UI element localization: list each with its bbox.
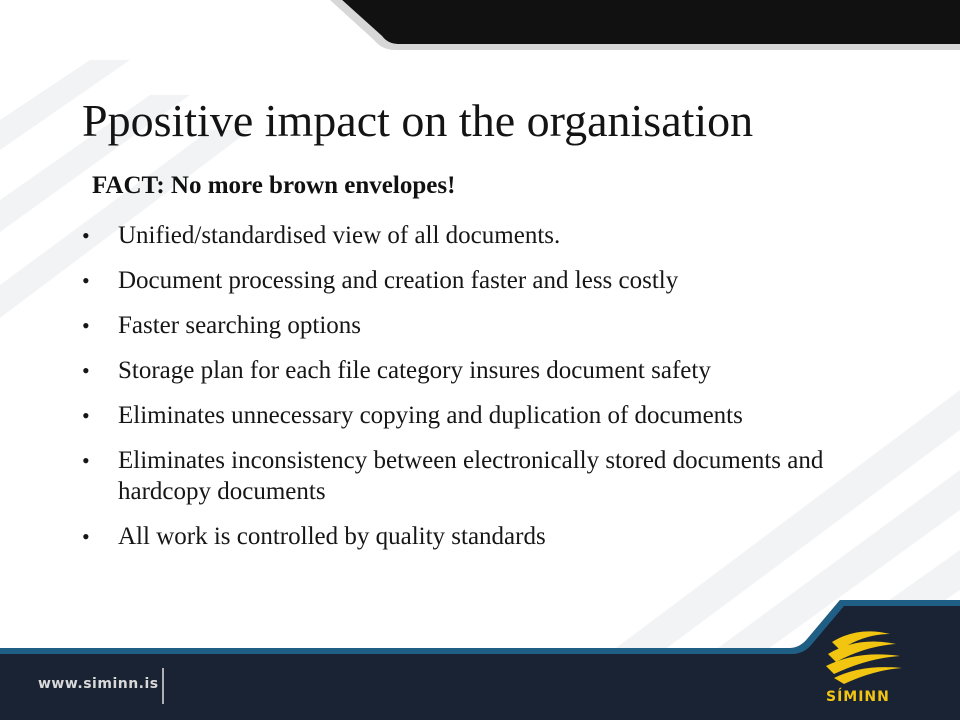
bullet-dot-icon: • (82, 448, 90, 473)
bullet-dot-icon: • (82, 223, 90, 248)
siminn-logo-icon (818, 624, 908, 694)
bullet-item (82, 220, 882, 251)
bullet-item (82, 445, 882, 507)
bullet-text: Eliminates inconsistency between electronically stored documents and hardcopy documents (118, 447, 824, 505)
bullet-item (82, 265, 882, 296)
bullet-dot-icon: • (82, 358, 90, 383)
bullet-text: Faster searching options (118, 312, 362, 339)
bullet-dot-icon: • (82, 268, 90, 293)
bullet-item (82, 521, 882, 552)
top-bar (0, 0, 960, 60)
bullet-text: Document processing and creation faster and less costly (118, 267, 679, 294)
bullet-text: Eliminates unnecessary copying and duplication of documents (118, 402, 743, 429)
bullet-dot-icon: • (82, 524, 90, 549)
bullet-text: Unified/standardised view of all documents. (118, 222, 561, 249)
slide-title: Ppositive impact on the organisation (82, 95, 754, 146)
bullet-dot-icon: • (82, 313, 90, 338)
bullet-item (82, 310, 882, 341)
footer-url: www.siminn.is (38, 676, 159, 692)
footer-divider (162, 668, 164, 704)
bullet-item (82, 400, 882, 431)
bullet-dot-icon: • (82, 403, 90, 428)
bullet-text: Storage plan for each file category insures document safety (118, 357, 711, 384)
footer-band (0, 600, 960, 720)
logo-text: SÍMINN (826, 689, 890, 705)
bullet-item (82, 355, 882, 386)
bullet-text: All work is controlled by quality standards (118, 523, 546, 550)
slide-subtitle: FACT: No more brown envelopes! (92, 172, 456, 199)
bullet-list (82, 220, 882, 566)
